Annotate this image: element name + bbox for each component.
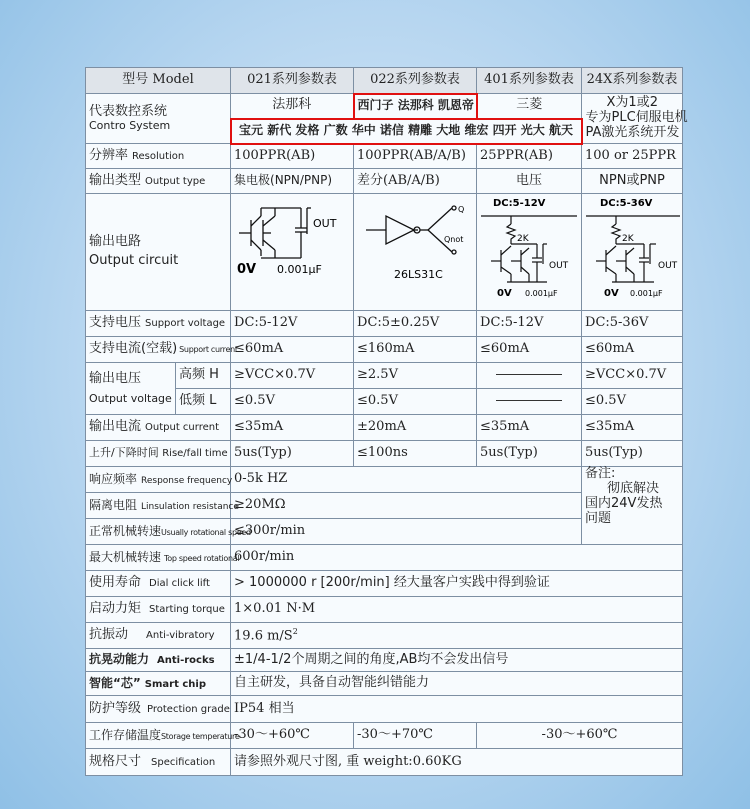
storage-label [86,723,240,749]
system-label-en: Contro System [89,118,171,132]
normal-speed-label-cn: 正常机械转速 [89,523,162,538]
supply-current-401: ≤60mA [477,337,582,363]
life-row [86,571,683,597]
resolution-label-cn: 分辨率 [89,147,129,163]
torque-row [86,597,683,623]
circuit-401-2k: 2K [517,234,529,244]
output-type-label-en: Output type [145,175,206,187]
vibration-row [86,623,683,649]
supply-voltage-401: DC:5-12V [477,311,582,337]
output-voltage-low-021: ≤0.5V [231,389,354,415]
chip-label [86,672,231,696]
system-022: 西门子 法那科 凯恩帝 [354,94,477,119]
insulation-label-cn: 隔离电阻 [89,497,138,512]
system-021: 法那科 [231,94,354,119]
vibration-label [86,623,231,649]
response-row [86,467,683,493]
output-current-label-en: Output current [145,422,220,434]
protection-label [86,696,231,723]
protection-label-en: Protection grade [147,703,230,715]
resolution-label-en: Resolution [132,150,185,162]
system-label [86,94,231,144]
insulation-label-en: Linsulation resistance [141,501,239,512]
supply-current-label [86,337,238,363]
chip-value: 自主研发，具备自动智能纠错能力 [231,672,683,696]
supply-current-row [86,337,683,363]
rocks-label-en: Anti-rocks [157,655,215,667]
spec-label [86,749,231,776]
vibration-value [231,623,683,649]
resolution-022: 100PPR(AB/A/B) [354,144,477,169]
circuit-401-dc: DC:5-12V [493,198,546,209]
output-type-401: 电压 [477,169,582,194]
chip-label-cn: 智能“芯” [89,675,141,690]
response-value: 0-5k HZ [231,467,582,493]
insulation-label [86,493,239,519]
spec-label-cn: 规格尺寸 [89,753,142,769]
top-speed-label-cn: 最大机械转速 [89,549,162,564]
circuit-24x-dc: DC:5-36V [600,198,653,209]
storage-label-cn: 工作存储温度 [89,727,162,742]
header-row [86,68,683,94]
supply-current-label-cn: 支持电流(空载) [89,341,178,357]
note-line4: 问题 [585,510,612,526]
supply-voltage-label-cn: 支持电压 [89,315,142,331]
circuit-022-q: Q [458,205,465,214]
system-24x [582,94,688,144]
output-voltage-label [86,363,176,415]
header-401: 401系列参数表 [477,68,582,94]
note-line1: 备注: [585,466,616,481]
output-voltage-high-401 [477,363,582,389]
output-current-row [86,415,683,441]
vibration-label-cn: 抗振动 [89,627,129,643]
torque-label-cn: 启动力矩 [89,601,142,617]
response-label [86,467,231,493]
top-speed-label [86,545,240,571]
system-24x-line1: X为1或2 [606,95,658,111]
spec-table [85,67,688,776]
circuit-022-chip: 26LS31C [394,268,443,281]
spec-value: 请参照外观尺寸图, 重 weight:0.60KG [231,749,683,776]
life-label-cn: 使用寿命 [89,575,142,591]
circuit-401-out: OUT [549,261,569,271]
rocks-label [86,649,231,672]
system-401: 三菱 [477,94,582,119]
chip-row [86,672,683,696]
rise-fall-401: 5us(Typ) [477,441,582,467]
output-type-24x: NPN或PNP [582,169,683,194]
supply-current-021: ≤60mA [231,337,354,363]
circuit-24x-out: OUT [658,261,678,271]
supply-voltage-label-en: Support voltage [145,318,226,330]
resolution-row [86,144,683,169]
supply-current-label-en: Support current [179,345,238,355]
output-voltage-low-24x: ≤0.5V [582,389,683,415]
circuit-label [86,194,231,311]
output-voltage-high-row [86,363,683,389]
supply-voltage-022: DC:5±0.25V [354,311,477,337]
rocks-row [86,649,683,672]
life-value: > 1000000 r [200r/min] 经大量客户实践中得到验证 [231,571,683,597]
rocks-label-cn: 抗晃动能力 [89,652,150,667]
top-speed-label-en: Top speed rotational [164,553,240,563]
storage-021: -30～+60℃ [231,723,354,749]
circuit-022-qnot: Qnot [444,235,464,244]
rocks-value: ±1/4-1/2个周期之间的角度,AB均不会发出信号 [231,649,683,672]
vibration-value-text: 19.6 m/S [234,628,293,644]
output-voltage-low-label: 低频 L [176,389,231,415]
circuit-label-cn: 输出电路 [89,234,142,250]
supply-voltage-label [86,311,231,337]
normal-speed-label-en: Usually rotational speed [161,527,251,537]
circuit-24x-2k: 2K [622,234,634,244]
system-label-cn: 代表数控系统 [89,103,168,119]
circuit-022 [354,194,477,311]
header-022: 022系列参数表 [354,68,477,94]
system-shared: 宝元 新代 发格 广数 华中 诺信 精雕 大地 维宏 四开 光大 航天 [231,119,582,144]
output-type-021: 集电极(NPN/PNP) [231,169,354,194]
output-voltage-high-021: ≥VCC×0.7V [231,363,354,389]
life-label-en: Dial click lift [149,578,210,590]
rise-fall-label-cn: 上升/下降时间 [89,446,159,460]
resolution-label [86,144,231,169]
circuit-022-diagram [354,194,477,310]
life-label [86,571,231,597]
supply-current-24x: ≤60mA [582,337,683,363]
protection-value: IP54 相当 [231,696,683,723]
response-label-en: Response frequency [141,475,233,486]
insulation-value: ≥20MΩ [231,493,582,519]
header-021: 021系列参数表 [231,68,354,94]
system-24x-line2: 专为PLC伺服电机 [585,110,688,126]
protection-label-cn: 防护等级 [89,700,142,716]
response-label-cn: 响应频率 [89,471,138,486]
vibration-label-en: Anti-vibratory [146,630,215,642]
header-model: 型号 Model [86,68,231,94]
output-current-label-cn: 输出电流 [89,419,142,435]
output-type-022: 差分(AB/A/B) [354,169,477,194]
output-voltage-low-401 [477,389,582,415]
output-type-label-cn: 输出类型 [89,172,142,188]
circuit-label-en: Output circuit [89,253,179,268]
normal-speed-label [86,519,251,545]
top-speed-row [86,545,683,571]
output-current-401: ≤35mA [477,415,582,441]
protection-row [86,696,683,723]
output-voltage-label-en: Output voltage [89,391,172,405]
rise-fall-022: ≤100ns [354,441,477,467]
vibration-value-sup: 2 [292,626,298,636]
storage-label-en: Storage temperature [161,731,240,741]
circuit-021-cap: 0.001μF [277,263,322,276]
torque-label-en: Starting torque [149,604,225,616]
rise-fall-021: 5us(Typ) [231,441,354,467]
circuit-24x [582,194,683,311]
output-type-row [86,169,683,194]
output-type-label [86,169,231,194]
resolution-021: 100PPR(AB) [231,144,354,169]
rise-fall-24x: 5us(Typ) [582,441,683,467]
circuit-021-0v: 0V [237,262,257,277]
output-voltage-label-cn: 输出电压 [89,370,142,386]
circuit-24x-cap: 0.001μF [630,289,663,298]
torque-label [86,597,231,623]
rise-fall-label-en: Rise/fall time [162,448,228,460]
normal-speed-value: ≤300r/min [231,519,582,545]
circuit-401-diagram [477,194,582,310]
output-current-24x: ≤35mA [582,415,683,441]
output-current-021: ≤35mA [231,415,354,441]
note-line3: 国内24V发热 [585,495,663,511]
circuit-24x-0v: 0V [604,288,619,299]
supply-voltage-24x: DC:5-36V [582,311,683,337]
torque-value: 1×0.01 N·M [231,597,683,623]
rise-fall-label [86,441,231,467]
spec-row [86,749,683,776]
top-speed-value: 600r/min [231,545,683,571]
output-voltage-high-24x: ≥VCC×0.7V [582,363,683,389]
circuit-021 [231,194,354,311]
output-voltage-low-row [86,389,683,415]
rise-fall-row [86,441,683,467]
note-cell [582,467,683,545]
output-voltage-low-022: ≤0.5V [354,389,477,415]
note-line2: 彻底解决 [607,480,660,496]
storage-rest: -30～+60℃ [477,723,683,749]
header-24x: 24X系列参数表 [582,68,683,94]
output-current-022: ±20mA [354,415,477,441]
storage-row [86,723,683,749]
storage-022: -30～+70℃ [354,723,477,749]
output-voltage-high-022: ≥2.5V [354,363,477,389]
output-voltage-high-label: 高频 H [176,363,231,389]
spec-label-en: Specification [151,756,216,768]
output-current-label [86,415,231,441]
system-24x-line3: PA激光系统开发 [585,124,680,140]
supply-voltage-021: DC:5-12V [231,311,354,337]
supply-voltage-row [86,311,683,337]
circuit-row [86,194,683,311]
circuit-021-out: OUT [313,217,337,230]
resolution-401: 25PPR(AB) [477,144,582,169]
circuit-021-diagram [231,194,354,310]
resolution-24x: 100 or 25PPR [582,144,683,169]
circuit-401 [477,194,582,311]
chip-label-en: Smart chip [144,678,206,690]
circuit-24x-diagram [582,194,683,310]
circuit-401-0v: 0V [497,288,512,299]
supply-current-022: ≤160mA [354,337,477,363]
system-row [86,94,683,119]
circuit-401-cap: 0.001μF [525,289,558,298]
